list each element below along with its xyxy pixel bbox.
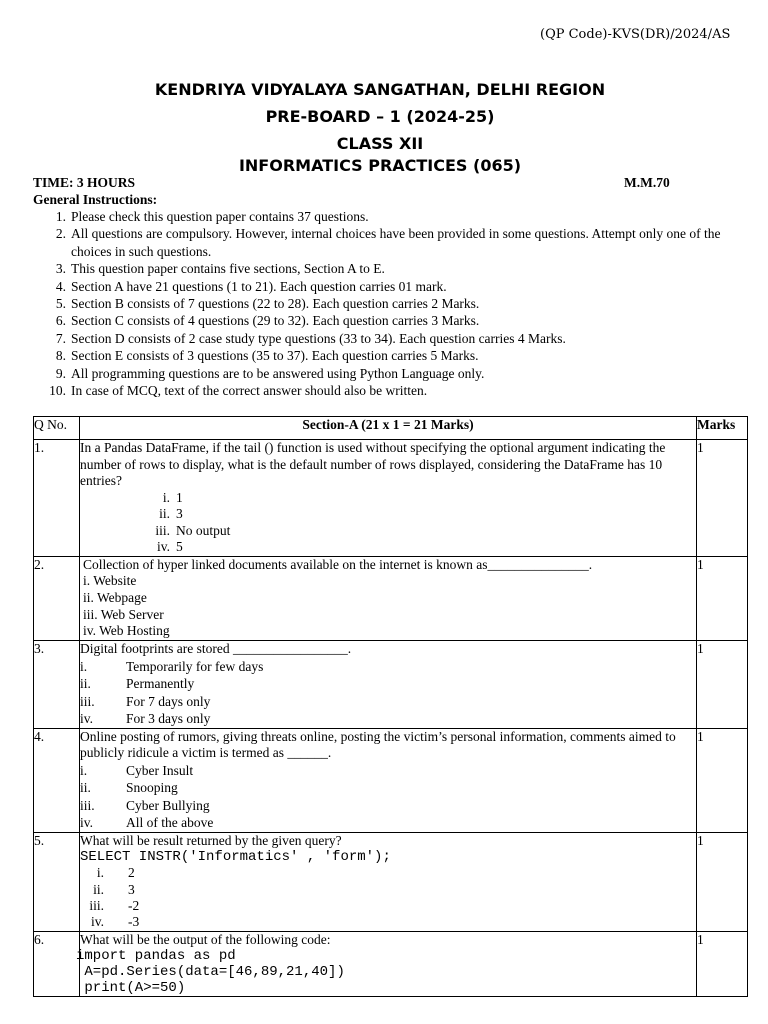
option: ii. Webpage (83, 589, 147, 605)
question-number: 3. (34, 641, 80, 729)
instruction-item: 5. Section B consists of 7 questions (22 to 28). Each question carries 2 Marks. (55, 296, 480, 312)
question-number: 6. (34, 931, 80, 997)
question-text: What will be the output of the following code: (80, 931, 331, 947)
questions-table (33, 416, 748, 997)
option: ii. 3 (93, 881, 135, 897)
org-heading: KENDRIYA VIDYALAYA SANGATHAN, DELHI REGION (154, 80, 606, 99)
time-label: TIME: 3 HOURS (33, 175, 136, 190)
max-marks: M.M.70 (624, 175, 670, 190)
question-marks: 1 (697, 440, 748, 557)
qno-header: Q No. (34, 417, 80, 440)
marks-header: Marks (697, 417, 748, 440)
instruction-item: 2. All questions are compulsory. However, internal choices have been provided in some questions. Attempt only one of the choices in such questions. (55, 226, 721, 259)
question-number: 2. (34, 556, 80, 641)
option: ii. 3 (159, 506, 183, 521)
option: i. 2 (96, 865, 135, 881)
instruction-item: 3. This question paper contains five sections, Section A to E. (55, 261, 385, 277)
question-cell (80, 440, 697, 557)
options-list (80, 490, 696, 556)
option: iii. Cyber Bullying (80, 797, 210, 813)
options-list (80, 658, 696, 728)
option: ii. Permanently (80, 676, 195, 692)
question-text: In a Pandas DataFrame, if the tail () function is used without specifying the optional argument indicating the number of rows to display, what is the default number of rows displayed, considering the DataFrame has 10 entries? (80, 440, 666, 488)
options-list (80, 762, 696, 832)
question-row (34, 832, 748, 931)
question-marks: 1 (697, 931, 748, 997)
instruction-item: 6. Section C consists of 4 questions (29 to 32). Each question carries 3 Marks. (55, 313, 480, 329)
code-line: import pandas as pd (76, 948, 236, 965)
instruction-item: 10. In case of MCQ, text of the correct answer should also be written. (49, 383, 428, 399)
sql-query: SELECT INSTR('Informatics' , 'form'); (80, 849, 391, 866)
question-row (34, 440, 748, 557)
exam-heading: PRE-BOARD – 1 (2024-25) (265, 107, 495, 126)
question-text: Online posting of rumors, giving threats online, posting the victim’s personal information, comments aimed to publicly ridicule a victim is termed as ______. (80, 728, 676, 761)
question-text: Collection of hyper linked documents available on the internet is known as_______________. (83, 556, 593, 572)
question-cell (80, 556, 697, 641)
question-cell (80, 728, 697, 832)
question-text: Digital footprints are stored _________________. (80, 641, 352, 657)
question-cell (76, 931, 697, 997)
option: i. Website (83, 573, 137, 588)
options-list (80, 573, 696, 640)
time-row (33, 175, 733, 191)
option: ii. Snooping (80, 780, 178, 796)
subject-heading: INFORMATICS PRACTICES (065) (238, 156, 522, 175)
question-marks: 1 (697, 832, 748, 931)
question-marks: 1 (697, 641, 748, 729)
class-heading: CLASS XII (336, 134, 424, 153)
option: i. Temporarily for few days (80, 658, 264, 674)
option: iii. No output (155, 522, 231, 538)
instruction-item: 7. Section D consists of 2 case study type questions (33 to 34). Each question carries 4 Marks. (55, 330, 566, 346)
question-row (34, 641, 748, 729)
question-number: 1. (34, 440, 80, 557)
table-header-row (34, 417, 748, 440)
question-marks: 1 (697, 556, 748, 641)
qp-code: (QP Code)-KVS(DR)/2024/AS (540, 27, 731, 42)
instruction-item: 4. Section A have 21 questions (1 to 21). Each question carries 01 mark. (55, 278, 447, 294)
question-row (34, 728, 748, 832)
option: i. Cyber Insult (80, 762, 194, 778)
option: iv. Web Hosting (83, 623, 170, 639)
question-text: What will be result returned by the given query? (80, 832, 342, 848)
option: iv. -3 (91, 914, 140, 930)
option: iv. For 3 days only (80, 711, 211, 727)
code-line: print(A>=50) (76, 980, 186, 997)
question-number: 5. (34, 832, 80, 931)
instructions-list (38, 208, 728, 399)
options-list (80, 865, 696, 931)
instruction-item: 1. Please check this question paper contains 37 questions. (55, 209, 369, 224)
option: iii. For 7 days only (80, 693, 211, 709)
section-header: Section-A (21 x 1 = 21 Marks) (80, 417, 697, 440)
option: iii. Web Server (83, 606, 164, 622)
option: i. 1 (162, 489, 183, 505)
option: iii. -2 (89, 898, 140, 913)
question-cell (80, 641, 697, 729)
option: iv. 5 (157, 539, 183, 554)
question-number: 4. (34, 728, 80, 832)
code-line: A=pd.Series(data=[46,89,21,40]) (76, 964, 345, 981)
question-row (34, 931, 748, 997)
instruction-item: 9. All programming questions are to be answered using Python Language only. (55, 365, 485, 381)
option: iv. All of the above (80, 815, 214, 831)
instructions-title: General Instructions: (33, 192, 158, 207)
question-marks: 1 (697, 728, 748, 832)
instruction-item: 8. Section E consists of 3 questions (35 to 37). Each question carries 5 Marks. (55, 348, 479, 364)
question-cell (80, 832, 697, 931)
question-row (34, 556, 748, 641)
